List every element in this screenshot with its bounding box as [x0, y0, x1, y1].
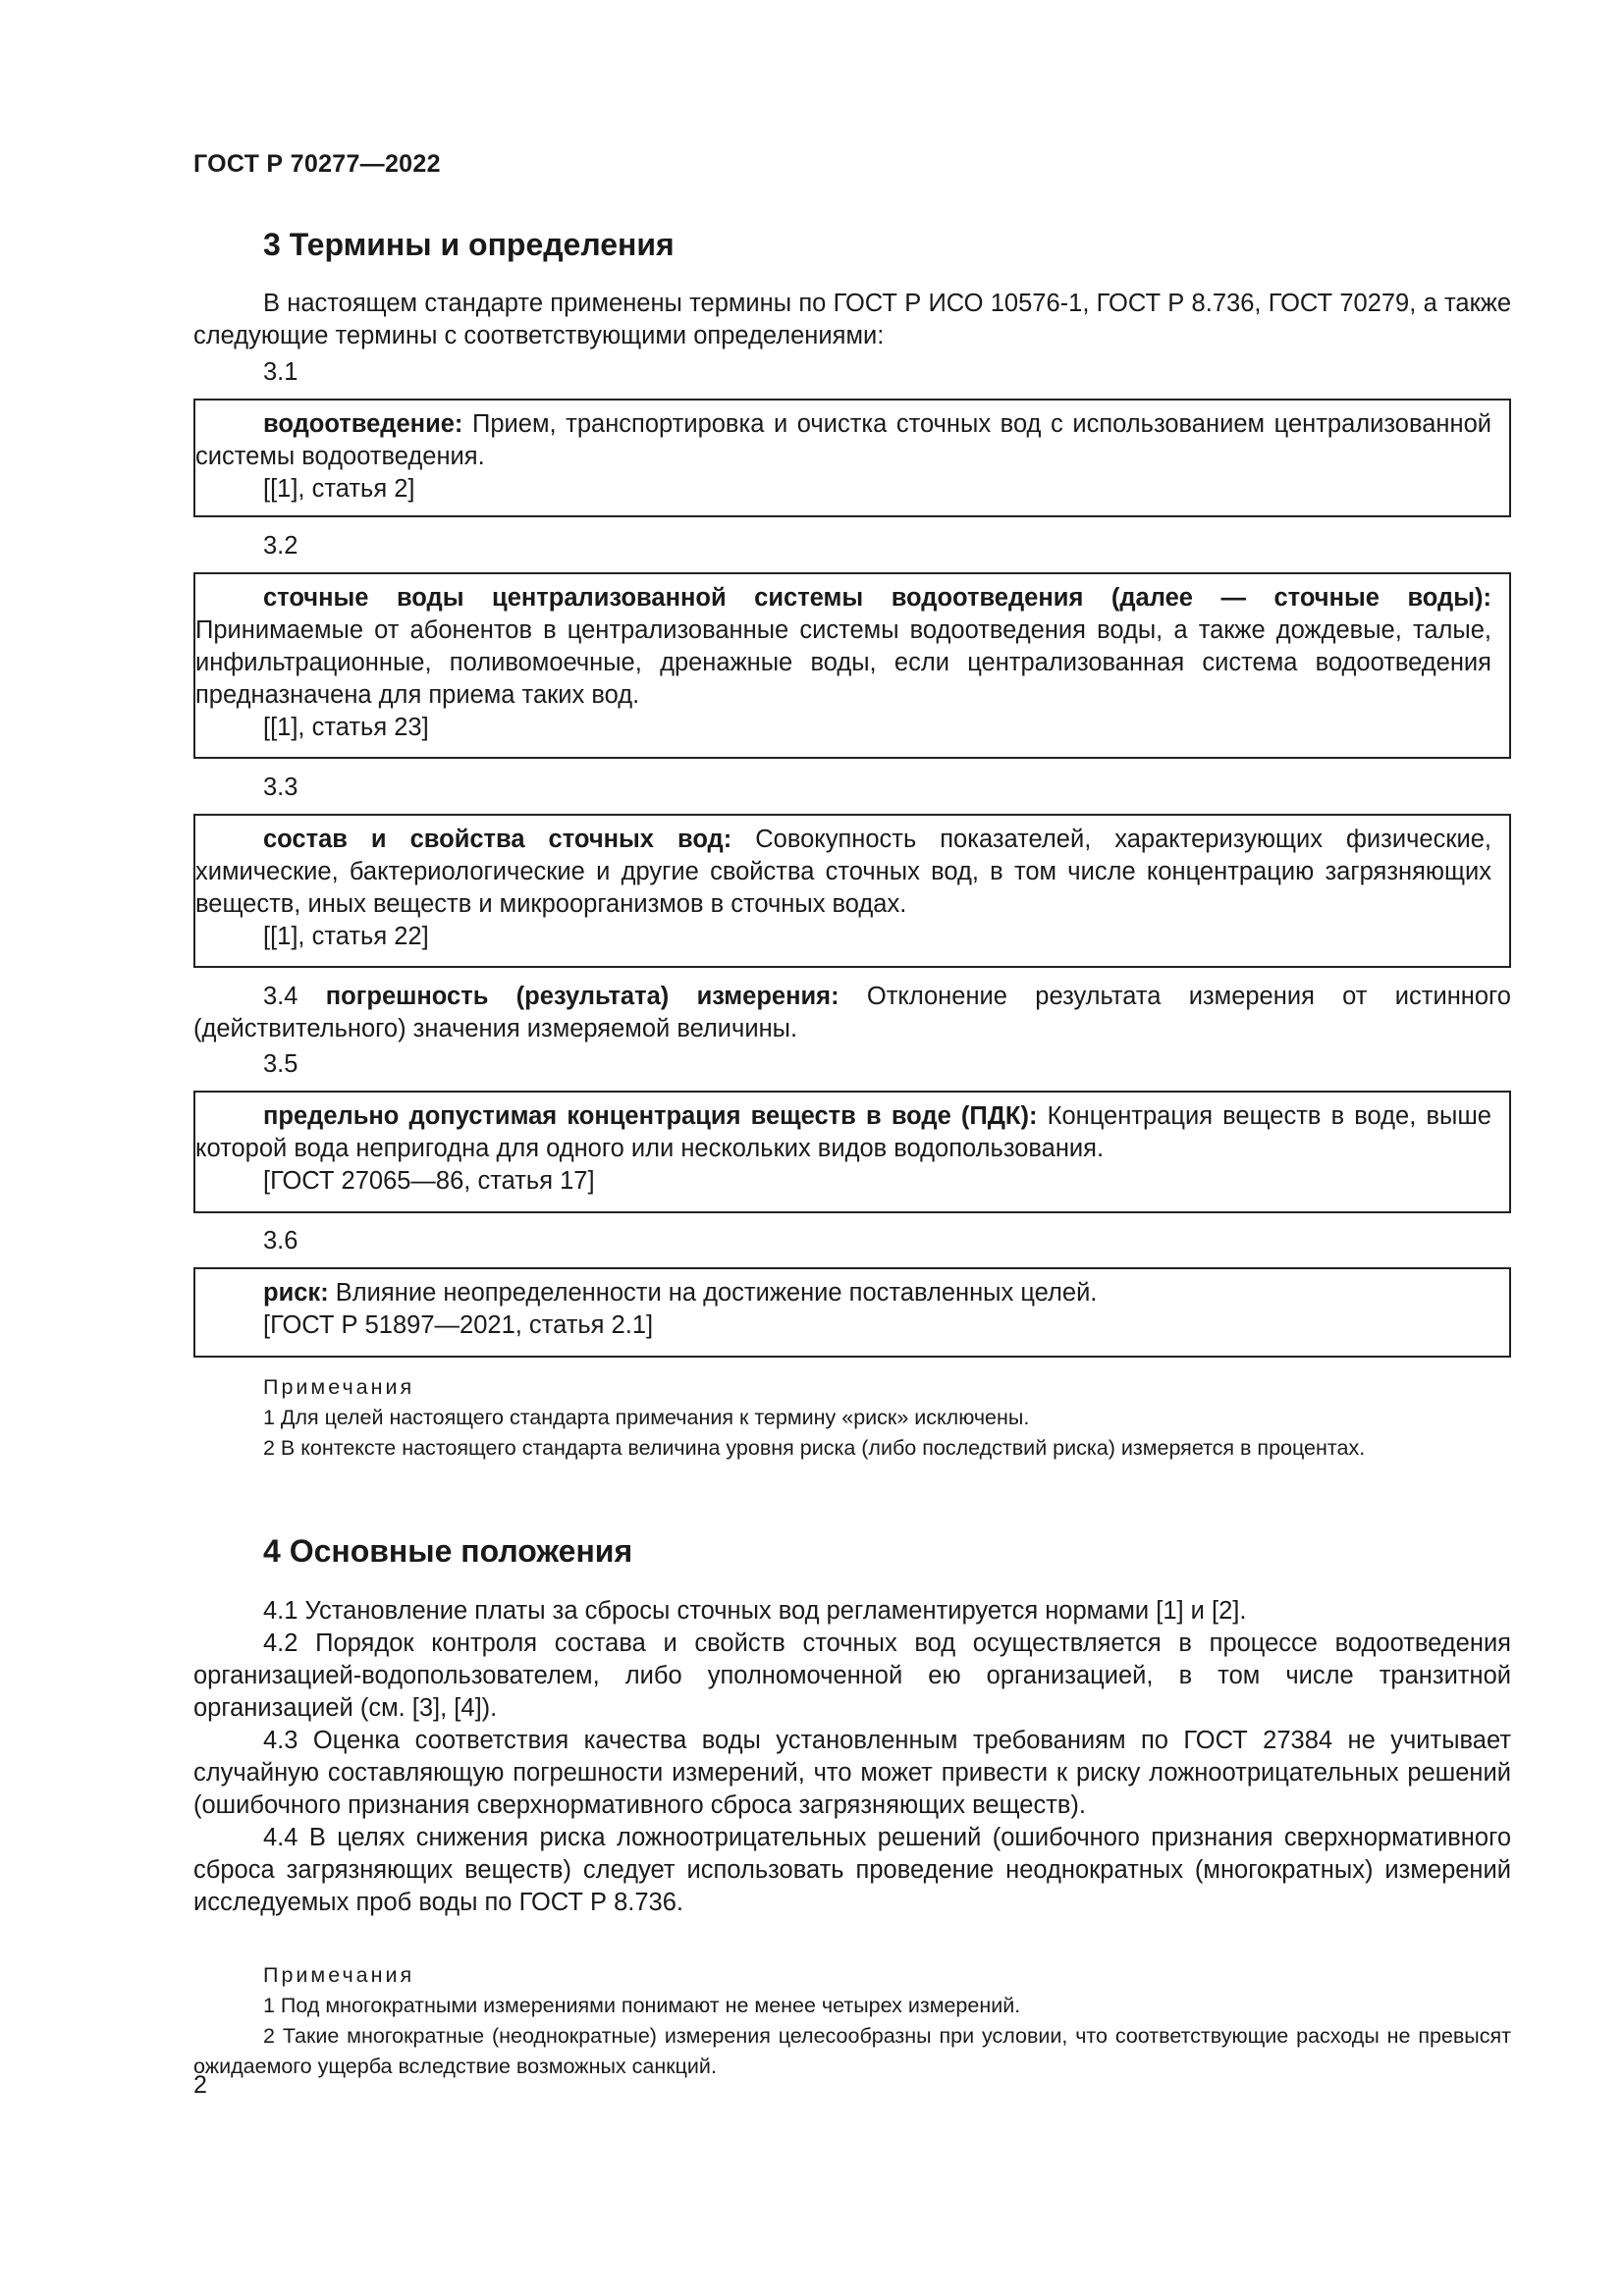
section-3-notes: [193, 1372, 1511, 1464]
term-entry: [193, 981, 1511, 1045]
term-name: водоотведение:: [263, 410, 463, 438]
term-definition: Принимаемые от абонентов в централизованные системы водоотведения воды, а также дождевые, талые, инфильтрационные, поливомоечные, дренажные воды, если централизованная система водоотведения предназначена для приема таких вод.: [195, 616, 1491, 709]
term-box-3-5: [193, 1091, 1511, 1213]
term-name: погрешность (результата) измерения:: [325, 983, 839, 1010]
note-item: 2 Такие многократные (неоднократные) измерения целесообразны при условии, что соответствующие расходы не превысят ожидаемого ущерба вследствие возможных санкций.: [193, 2024, 1511, 2078]
term-number: 3.1: [263, 358, 298, 386]
term-source: [[1], статья 2]: [263, 475, 415, 503]
term-definition: Прием, транспортировка и очистка сточных вод с использованием централизованной системы водоотведения.: [195, 410, 1491, 470]
term-definition: Концентрация веществ в воде, выше которой вода непригодна для одного или нескольких видов водопользования.: [195, 1102, 1491, 1162]
term-name: сточные воды централизованной системы водоотведения (далее — сточные воды):: [263, 584, 1491, 612]
term-entry: [195, 1100, 1491, 1165]
note-item: 1 Для целей настоящего стандарта примечания к термину «риск» исключены.: [263, 1406, 1030, 1429]
section-4-body: [193, 1595, 1511, 1919]
page-number: 2: [193, 2071, 207, 2099]
term-definition: Влияние неопределенности на достижение поставленных целей.: [335, 1279, 1098, 1307]
term-box-3-1: [193, 399, 1511, 517]
term-source: [ГОСТ Р 51897—2021, статья 2.1]: [263, 1311, 654, 1339]
term-definition: Совокупность показателей, характеризующих физические, химические, бактериологические и другие свойства сточных вод, в том числе концентрацию загрязняющих веществ, иных веществ и микроорганизмов в сточных водах.: [195, 826, 1491, 918]
paragraph-4-1: 4.1 Установление платы за сбросы сточных вод регламентируется нормами [1] и [2].: [263, 1597, 1247, 1625]
term-source: [ГОСТ 27065—86, статья 17]: [263, 1167, 595, 1195]
term-entry: [195, 408, 1491, 473]
term-entry: [195, 582, 1491, 712]
term-number: 3.2: [263, 532, 298, 560]
intro-paragraph: В настоящем стандарте применены термины по ГОСТ Р ИСО 10576-1, ГОСТ Р 8.736, ГОСТ 70279, а также следующие термины с соответствующими определениями:: [193, 290, 1511, 349]
term-number: 3.5: [263, 1050, 298, 1078]
term-number: 3.6: [263, 1227, 298, 1255]
term-number: 3.4: [263, 983, 298, 1010]
term-box-3-6: [193, 1267, 1511, 1358]
note-item: 1 Под многократными измерениями понимают не менее четырех измерений.: [263, 1994, 1021, 2017]
section-4-title: 4 Основные положения: [263, 1533, 633, 1569]
document-code-header: ГОСТ Р 70277—2022: [193, 150, 441, 178]
paragraph-4-4: 4.4 В целях снижения риска ложноотрицательных решений (ошибочного признания сверхнормативного сброса загрязняющих веществ) следует использовать проведение неоднократных (многократных) измерений исследуемых проб воды по ГОСТ Р 8.736.: [193, 1824, 1511, 1916]
notes-title: Примечания: [263, 1375, 415, 1399]
term-box-3-3: [193, 814, 1511, 968]
section-3-title: 3 Термины и определения: [263, 227, 675, 262]
paragraph-4-3: 4.3 Оценка соответствия качества воды установленным требованиям по ГОСТ 27384 не учитывает случайную составляющую погрешности измерений, что может привести к риску ложноотрицательных решений (ошибочного признания сверхнормативного сброса загрязняющих веществ).: [193, 1727, 1511, 1819]
notes-title: Примечания: [263, 1963, 415, 1987]
term-source: [[1], статья 23]: [263, 714, 429, 741]
term-number: 3.3: [263, 774, 298, 801]
section-4-notes: [193, 1960, 1511, 2082]
term-name: состав и свойства сточных вод:: [263, 826, 732, 853]
term-box-3-2: [193, 572, 1511, 759]
note-item: 2 В контексте настоящего стандарта величина уровня риска (либо последствий риска) измеряется в процентах.: [263, 1436, 1366, 1460]
term-3-4: [193, 981, 1511, 1045]
section-3-intro: [193, 288, 1511, 352]
term-definition: Отклонение результата измерения от истинного (действительного) значения измеряемой величины.: [193, 983, 1511, 1042]
paragraph-4-2: 4.2 Порядок контроля состава и свойств сточных вод осуществляется в процессе водоотведения организацией-водопользователем, либо уполномоченной ею организацией, в том числе транзитной организацией (см. [3], [4]).: [193, 1629, 1511, 1722]
term-name: риск:: [263, 1279, 329, 1307]
term-entry: [195, 824, 1491, 921]
term-entry: [195, 1277, 1491, 1309]
term-source: [[1], статья 22]: [263, 923, 429, 950]
term-name: предельно допустимая концентрация веществ в воде (ПДК):: [263, 1102, 1038, 1130]
